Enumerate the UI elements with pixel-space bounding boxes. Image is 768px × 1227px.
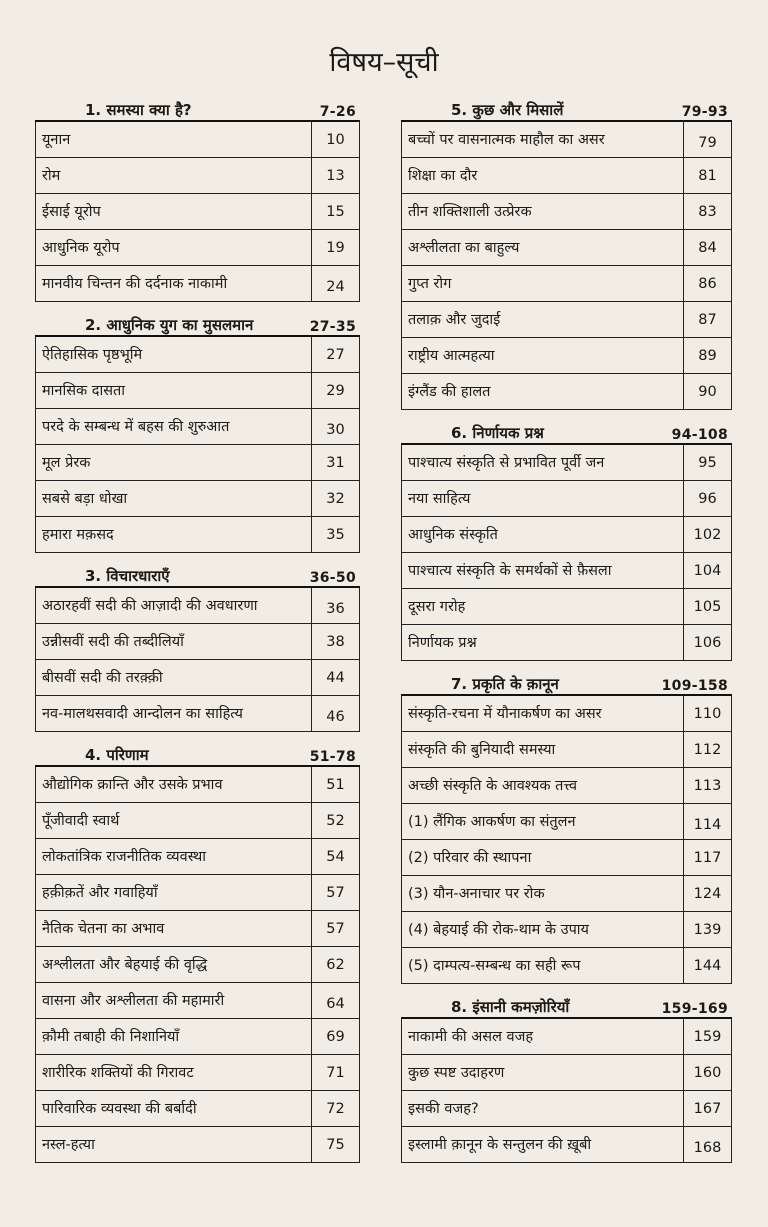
entry-title: शारीरिक शक्तियों की गिरावट: [36, 1055, 312, 1090]
entry-title: नाकामी की असल वजह: [402, 1019, 684, 1054]
toc-table: [35, 588, 360, 732]
entry-title: सबसे बड़ा धोखा: [36, 481, 312, 516]
entry-title: नया साहित्य: [402, 481, 684, 516]
entry-page-number: 87: [698, 311, 717, 328]
entry-page-number: 89: [698, 347, 717, 364]
toc-entry[interactable]: [36, 947, 359, 983]
page-title: विषय–सूची: [329, 47, 439, 78]
entry-title: (1) लैंगिक आकर्षण का संतुलन: [402, 804, 684, 839]
toc-entry[interactable]: [36, 409, 359, 445]
entry-title: यूनान: [36, 122, 312, 157]
entry-page-number: 62: [326, 956, 345, 973]
entry-title: पाश्चात्य संस्कृति के समर्थकों से फ़ैसला: [402, 553, 684, 588]
entry-title: पाश्चात्य संस्कृति से प्रभावित पूर्वी जन: [402, 445, 684, 480]
toc-entry[interactable]: [36, 624, 359, 660]
entry-title: नैतिक चेतना का अभाव: [36, 911, 312, 946]
section-title: 6. निर्णायक प्रश्न: [451, 424, 544, 442]
toc-entry[interactable]: [36, 266, 359, 302]
entry-page-number: 38: [326, 633, 345, 650]
section-title: 2. आधुनिक युग का मुसलमान: [85, 316, 254, 334]
toc-left-column: [35, 95, 360, 1171]
entry-title: नव-मालथसवादी आन्दोलन का साहित्य: [36, 696, 312, 731]
toc-entry[interactable]: [36, 875, 359, 911]
toc-entry[interactable]: [402, 732, 731, 768]
entry-title: वासना और अश्लीलता की महामारी: [36, 983, 312, 1018]
toc-entry[interactable]: [402, 912, 731, 948]
entry-page-number: 32: [326, 490, 345, 507]
entry-page-number: 29: [326, 382, 345, 399]
toc-entry[interactable]: [36, 767, 359, 803]
section-page-range: 36-50: [309, 570, 356, 586]
entry-page-number: 81: [698, 167, 717, 184]
entry-title: कुछ स्पष्ट उदाहरण: [402, 1055, 684, 1090]
entry-page-number: 19: [326, 239, 345, 256]
entry-title: मानवीय चिन्तन की दर्दनाक नाकामी: [36, 266, 312, 301]
entry-title: संस्कृति की बुनियादी समस्या: [402, 732, 684, 767]
entry-title: राष्ट्रीय आत्महत्या: [402, 338, 684, 373]
toc-entry[interactable]: [36, 839, 359, 875]
toc-section: [35, 95, 360, 302]
toc-entry[interactable]: [36, 481, 359, 517]
entry-title: संस्कृति-रचना में यौनाकर्षण का असर: [402, 696, 684, 731]
entry-title: मूल प्रेरक: [36, 445, 312, 480]
toc-section: [401, 95, 732, 410]
toc-section: [401, 669, 732, 984]
entry-title: बीसवीं सदी की तरक़्क़ी: [36, 660, 312, 695]
entry-title: (3) यौन-अनाचार पर रोक: [402, 876, 684, 911]
entry-page-number: 64: [326, 996, 345, 1012]
entry-page-number: 46: [326, 709, 345, 725]
entry-page-number: 13: [326, 167, 345, 184]
section-title: 4. परिणाम: [85, 746, 149, 764]
entry-title: परदे के सम्बन्ध में बहस की शुरुआत: [36, 409, 312, 444]
entry-page-number: 86: [698, 275, 717, 292]
entry-page-number: 159: [693, 1028, 722, 1045]
entry-title: आधुनिक यूरोप: [36, 230, 312, 265]
entry-title: शिक्षा का दौर: [402, 158, 684, 193]
entry-page-number: 105: [693, 598, 722, 615]
toc-section: [401, 418, 732, 661]
entry-title: (2) परिवार की स्थापना: [402, 840, 684, 875]
toc-entry[interactable]: [402, 589, 731, 625]
entry-title: मानसिक दासता: [36, 373, 312, 408]
entry-title: इसकी वजह?: [402, 1091, 684, 1126]
entry-title: तलाक़ और जुदाई: [402, 302, 684, 337]
entry-page-number: 112: [693, 741, 722, 758]
toc-entry[interactable]: [36, 517, 359, 553]
section-page-range: 27-35: [309, 319, 356, 335]
toc-entry[interactable]: [36, 660, 359, 696]
entry-page-number: 69: [326, 1028, 345, 1045]
entry-page-number: 35: [326, 526, 345, 543]
toc-entry[interactable]: [36, 588, 359, 624]
entry-title: हमारा मक़सद: [36, 517, 312, 552]
toc-entry[interactable]: [402, 1127, 731, 1163]
section-title: 1. समस्या क्या है?: [85, 101, 192, 119]
entry-page-number: 110: [693, 705, 722, 722]
section-page-range: 94-108: [671, 427, 728, 443]
entry-page-number: 57: [326, 920, 345, 937]
section-heading[interactable]: [401, 992, 732, 1019]
toc-entry[interactable]: [36, 1055, 359, 1091]
section-page-range: 159-169: [661, 1001, 728, 1017]
toc-entry[interactable]: [36, 230, 359, 266]
toc-entry[interactable]: [402, 876, 731, 912]
entry-title: इस्लामी क़ानून के सन्तुलन की ख़ूबी: [402, 1127, 684, 1162]
toc-table: [35, 122, 360, 302]
entry-page-number: 71: [326, 1064, 345, 1081]
section-page-range: 51-78: [309, 749, 356, 765]
toc-table: [401, 696, 732, 984]
entry-title: इंग्लैंड की हालत: [402, 374, 684, 409]
toc-entry[interactable]: [402, 768, 731, 804]
section-title: 3. विचारधाराएँ: [85, 567, 170, 585]
entry-title: अठारहवीं सदी की आज़ादी की अवधारणा: [36, 588, 312, 623]
entry-page-number: 144: [693, 957, 722, 974]
entry-title: दूसरा गरोह: [402, 589, 684, 624]
entry-page-number: 27: [326, 346, 345, 363]
section-page-range: 7-26: [319, 104, 356, 120]
toc-right-column: [401, 95, 732, 1171]
entry-page-number: 72: [326, 1100, 345, 1117]
toc-section: [35, 310, 360, 553]
toc-table: [35, 337, 360, 553]
entry-title: आधुनिक संस्कृति: [402, 517, 684, 552]
entry-page-number: 83: [698, 203, 717, 220]
toc-entry[interactable]: [402, 158, 731, 194]
toc-table: [401, 122, 732, 410]
section-heading[interactable]: [35, 95, 360, 122]
toc-entry[interactable]: [402, 696, 731, 732]
entry-page-number: 168: [693, 1140, 722, 1156]
entry-page-number: 113: [693, 777, 722, 794]
toc-entry[interactable]: [402, 194, 731, 230]
entry-page-number: 102: [693, 526, 722, 543]
toc-entry[interactable]: [402, 625, 731, 661]
section-title: 5. कुछ और मिसालें: [451, 101, 564, 119]
toc-entry[interactable]: [402, 1019, 731, 1055]
entry-title: निर्णायक प्रश्न: [402, 625, 684, 660]
entry-page-number: 90: [698, 383, 717, 400]
entry-page-number: 106: [693, 634, 722, 651]
entry-title: पारिवारिक व्यवस्था की बर्बादी: [36, 1091, 312, 1126]
entry-page-number: 52: [326, 812, 345, 829]
toc-entry[interactable]: [402, 374, 731, 410]
entry-page-number: 10: [326, 131, 345, 148]
section-heading[interactable]: [35, 310, 360, 337]
entry-page-number: 160: [693, 1064, 722, 1081]
entry-page-number: 95: [698, 454, 717, 471]
toc-entry[interactable]: [36, 122, 359, 158]
toc-entry[interactable]: [402, 266, 731, 302]
section-title: 8. इंसानी कमज़ोरियाँ: [451, 998, 570, 1016]
entry-page-number: 114: [693, 817, 722, 833]
entry-title: ईसाई यूरोप: [36, 194, 312, 229]
toc-entry[interactable]: [402, 1091, 731, 1127]
toc-entry[interactable]: [36, 983, 359, 1019]
entry-page-number: 44: [326, 669, 345, 686]
entry-title: क़ौमी तबाही की निशानियाँ: [36, 1019, 312, 1054]
toc-entry[interactable]: [36, 696, 359, 732]
entry-page-number: 15: [326, 203, 345, 220]
entry-page-number: 124: [693, 885, 722, 902]
section-heading[interactable]: [401, 418, 732, 445]
entry-page-number: 139: [693, 921, 722, 938]
section-heading[interactable]: [401, 669, 732, 696]
section-page-range: 79-93: [681, 104, 728, 120]
entry-title: लोकतांत्रिक राजनीतिक व्यवस्था: [36, 839, 312, 874]
toc-entry[interactable]: [402, 122, 731, 158]
entry-title: रोम: [36, 158, 312, 193]
entry-page-number: 24: [326, 279, 345, 295]
entry-page-number: 167: [693, 1100, 722, 1117]
entry-page-number: 31: [326, 454, 345, 471]
toc-entry[interactable]: [402, 840, 731, 876]
toc-entry[interactable]: [36, 1091, 359, 1127]
entry-title: हक़ीक़तें और गवाहियाँ: [36, 875, 312, 910]
entry-title: अश्लीलता का बाहुल्य: [402, 230, 684, 265]
toc-entry[interactable]: [402, 481, 731, 517]
entry-title: बच्चों पर वासनात्मक माहौल का असर: [402, 122, 684, 157]
toc-entry[interactable]: [36, 445, 359, 481]
entry-page-number: 104: [693, 562, 722, 579]
toc-section: [35, 561, 360, 732]
entry-page-number: 117: [693, 849, 722, 866]
toc-entry[interactable]: [36, 1127, 359, 1163]
toc-section: [35, 740, 360, 1163]
toc-entry[interactable]: [36, 1019, 359, 1055]
toc-entry[interactable]: [36, 373, 359, 409]
toc-entry[interactable]: [402, 948, 731, 984]
entry-title: अश्लीलता और बेहयाई की वृद्धि: [36, 947, 312, 982]
entry-page-number: 54: [326, 848, 345, 865]
toc-entry[interactable]: [402, 553, 731, 589]
section-title: 7. प्रकृति के क़ानून: [451, 675, 559, 693]
toc-entry[interactable]: [402, 302, 731, 338]
toc-entry[interactable]: [402, 1055, 731, 1091]
entry-title: अच्छी संस्कृति के आवश्यक तत्त्व: [402, 768, 684, 803]
entry-page-number: 84: [698, 239, 717, 256]
toc-table: [401, 1019, 732, 1163]
section-heading[interactable]: [35, 561, 360, 588]
toc-entry[interactable]: [402, 445, 731, 481]
entry-title: पूँजीवादी स्वार्थ: [36, 803, 312, 838]
entry-title: गुप्त रोग: [402, 266, 684, 301]
toc-entry[interactable]: [36, 337, 359, 373]
entry-page-number: 36: [326, 601, 345, 617]
entry-page-number: 51: [326, 776, 345, 793]
entry-page-number: 79: [698, 135, 717, 151]
toc-entry[interactable]: [36, 803, 359, 839]
section-heading[interactable]: [35, 740, 360, 767]
section-page-range: 109-158: [661, 678, 728, 694]
toc-entry[interactable]: [402, 804, 731, 840]
toc-entry[interactable]: [402, 230, 731, 266]
entry-title: ऐतिहासिक पृष्ठभूमि: [36, 337, 312, 372]
entry-page-number: 30: [326, 422, 345, 438]
entry-page-number: 96: [698, 490, 717, 507]
toc-table: [401, 445, 732, 661]
toc-section: [401, 992, 732, 1163]
toc-entry[interactable]: [402, 517, 731, 553]
entry-title: उन्नीसवीं सदी की तब्दीलियाँ: [36, 624, 312, 659]
entry-title: (4) बेहयाई की रोक-थाम के उपाय: [402, 912, 684, 947]
toc-entry[interactable]: [36, 194, 359, 230]
toc-entry[interactable]: [36, 158, 359, 194]
entry-title: औद्योगिक क्रान्ति और उसके प्रभाव: [36, 767, 312, 802]
entry-page-number: 57: [326, 884, 345, 901]
toc-entry[interactable]: [36, 911, 359, 947]
entry-title: तीन शक्तिशाली उत्प्रेरक: [402, 194, 684, 229]
toc-entry[interactable]: [402, 338, 731, 374]
entry-page-number: 75: [326, 1136, 345, 1153]
entry-title: नस्ल-हत्या: [36, 1127, 312, 1162]
section-heading[interactable]: [401, 95, 732, 122]
toc-table: [35, 767, 360, 1163]
entry-title: (5) दाम्पत्य-सम्बन्ध का सही रूप: [402, 948, 684, 983]
